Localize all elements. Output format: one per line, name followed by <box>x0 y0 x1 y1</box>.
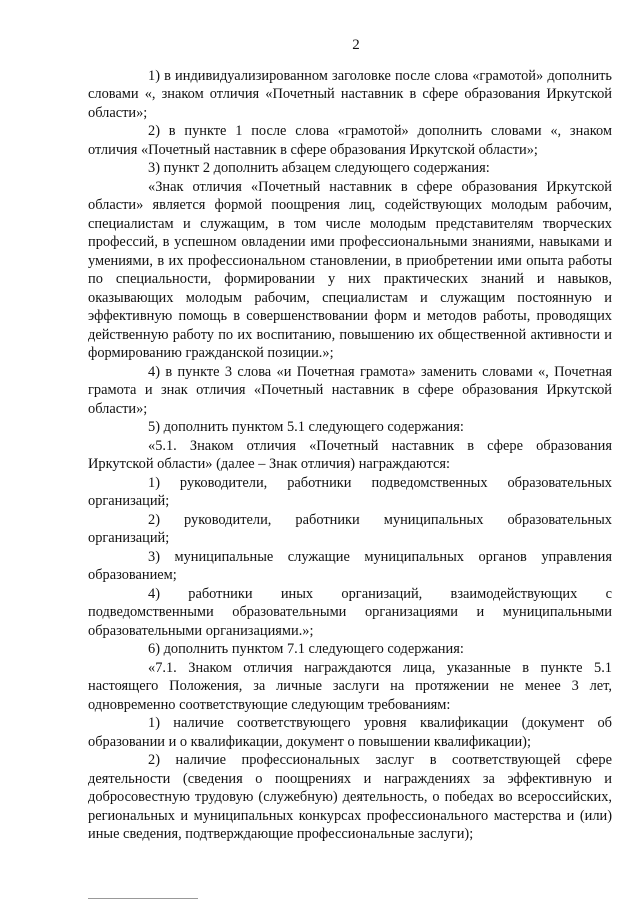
paragraph-6: 5) дополнить пунктом 5.1 следующего содержания: <box>148 419 464 435</box>
paragraph-15: 2) наличие профессиональных заслуг в соответствующей сфере деятельности (сведения о поощрениях и награждениях за эффективную и добросовестную трудовую (служебную) деятельность, о победах во всероссийских, региональных и муниципальных конкурсах профессионального мастерства и (или) иные сведения, подтверждающие профессиональные заслуги); <box>88 752 612 842</box>
paragraph-1: 1) в индивидуализированном заголовке после слова «грамотой» дополнить словами «, знаком отличия «Почетный наставник в сфере образования Иркутской области»; <box>88 67 612 121</box>
paragraph-10: 3) муниципальные служащие муниципальных органов управления образованием; <box>88 548 612 583</box>
paragraph-12: 6) дополнить пунктом 7.1 следующего содержания: <box>148 641 464 657</box>
paragraph-7: «5.1. Знаком отличия «Почетный наставник в сфере образования Иркутской области» (далее – Знак отличия) награждаются: <box>88 437 612 472</box>
footer-rule <box>88 898 198 899</box>
paragraph-13: «7.1. Знаком отличия награждаются лица, указанные в пункте 5.1 настоящего Положения, за личные заслуги на протяжении не менее 3 лет, одновременно соответствующие следующим требованиям: <box>88 659 612 713</box>
paragraph-2: 2) в пункте 1 после слова «грамотой» дополнить словами «, знаком отличия «Почетный наставник в сфере образования Иркутской области»; <box>88 123 612 158</box>
paragraph-9: 2) руководители, работники муниципальных образовательных организаций; <box>88 511 612 546</box>
paragraph-4: «Знак отличия «Почетный наставник в сфере образования Иркутской области» является формой поощрения лиц, содействующих молодым рабочим, специалистам и служащим, в том числе молодым представителям творческих профессий, в успешном овладении ими профессиональными знаниями, навыками и умениями, в их профессиональном становлении, в приобретении ими опыта работы по специальности, формировании у них практических знаний и навыков, оказывающих молодым рабочим, специалистам и служащим постоянную и эффективную помощь в совершенствовании форм и методов работы, проводящих действенную работу по их воспитанию, повышению их общественной активности и формированию гражданской позиции.»; <box>88 178 612 361</box>
paragraph-8: 1) руководители, работники подведомственных образовательных организаций; <box>88 474 612 509</box>
paragraph-14: 1) наличие соответствующего уровня квалификации (документ об образовании и о квалификации, документ о повышении квалификации); <box>88 715 612 750</box>
page-number: 2 <box>352 37 360 53</box>
paragraph-11: 4) работники иных организаций, взаимодействующих с подведомственными образовательными организациями и муниципальными образовательными организациями.»; <box>88 585 612 639</box>
paragraph-3: 3) пункт 2 дополнить абзацем следующего содержания: <box>148 160 490 176</box>
paragraph-5: 4) в пункте 3 слова «и Почетная грамота» заменить словами «, Почетная грамота и знак отличия «Почетный наставник в сфере образования Иркутской области»; <box>88 363 612 417</box>
